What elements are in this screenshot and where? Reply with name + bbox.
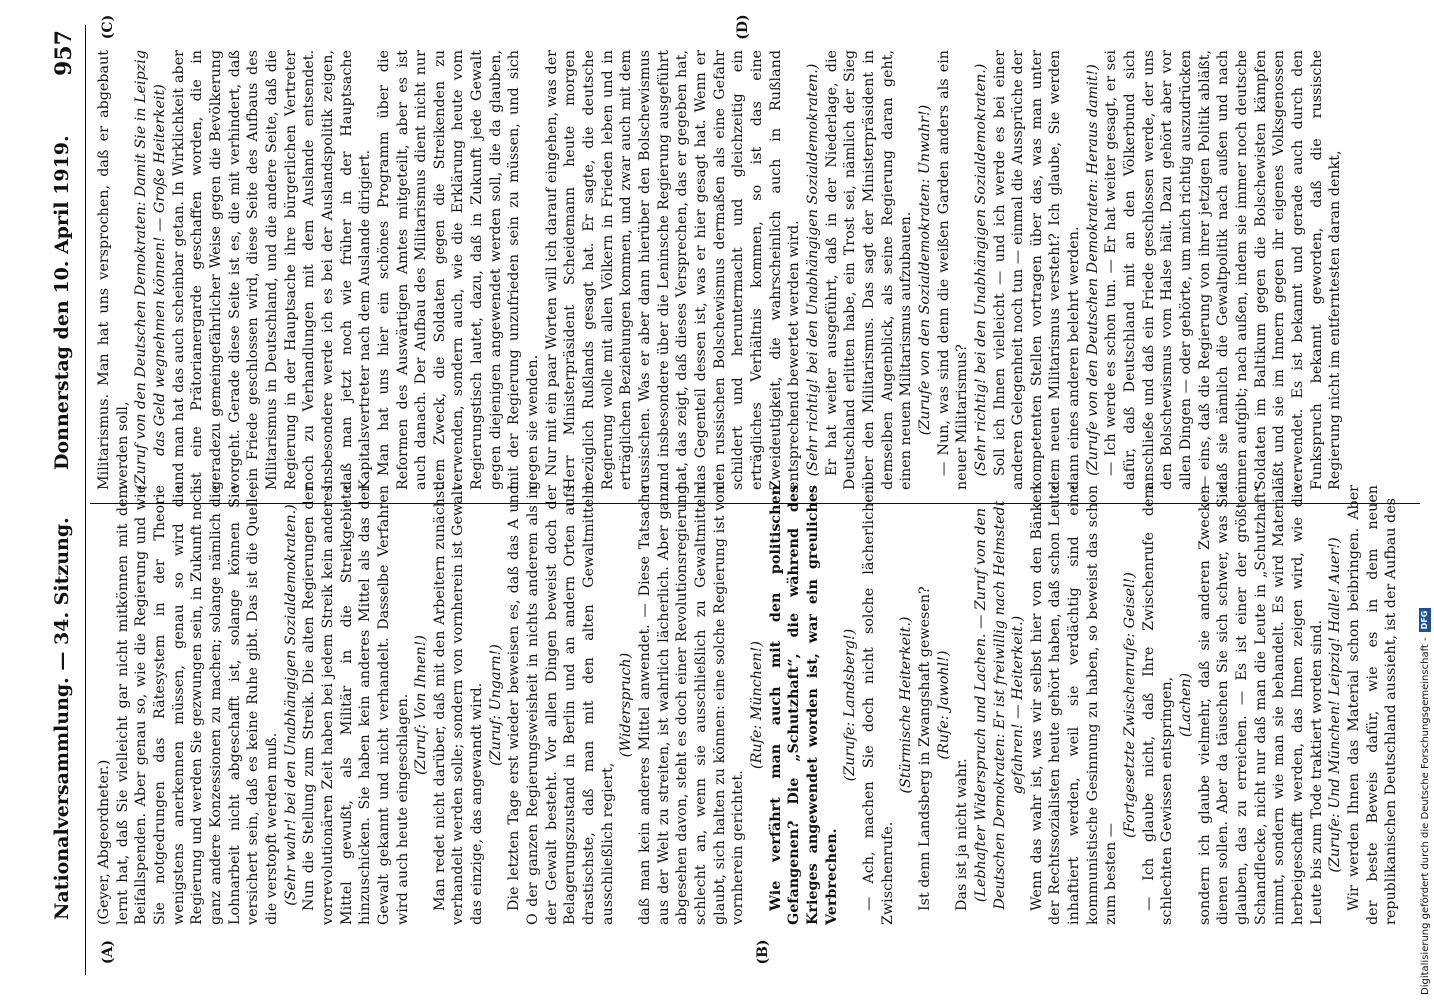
- interjection: (Zuruf: Ungarn!): [487, 644, 504, 766]
- paragraph: Wenn das wahr ist, was wir selbst hier von den Bänken der Rechtssozialisten heute gehört haben, daß schon Leute inhaftiert werden, weil sie verdächtig sind eine kommunistische Gesinnung zu haben, so beweist das schon zum besten —: [1028, 485, 1120, 925]
- paragraph: Er hat weiter ausgeführt, daß in der Niederlage, die Deutschland erlitten habe, ein Trost sei, nämlich der Sieg über den Militarismus. Das sagt der Ministerpräsident in demselben Augenblick, als seine Regierung daran geht, einen neuen Militarismus aufzubauen.: [823, 50, 915, 490]
- interjection: (Rufe: München!): [748, 641, 765, 769]
- interjection: (Sehr wahr! bei den Unabhängigen Sozialdemokraten.): [282, 504, 299, 906]
- paragraph: — Ich werde es schon tun. — Er hat weiter gesagt, er sei dafür, daß Deutschland mit an den Völkerbund sich anschließe und daß ein Friede geschlossen werde, der uns den Bolschewismus vom Halse hält. Dazu gehört aber vor allen Dingen — oder gehörte, um mich richtig auszudrücken — eins, daß die Regierung von ihrer jetzigen Politik abläßt, daß sie nämlich die Gewaltpolitik nach außen und nach innen aufgibt; nach außen, indem sie immer noch deutsche Soldaten im Baltikum gegen die Bolschewisten kämpfen läßt und sie im Innern gegen ihr eigenes Volksgenossen verwendet. Es ist bekannt und gerade auch durch den Funkspruch bekannt geworden, daß die russische Regierung nicht im entferntesten daran denkt,: [1103, 50, 1344, 490]
- header-right-title: Donnerstag den 10. April 1919.: [51, 135, 73, 470]
- paragraph: Wir werden Ihnen das Material schon beibringen. Aber der beste Beweis dafür, wie es in dem neuen republikanischen Deutschland aussieht, ist der Aufbau des: [1345, 485, 1400, 925]
- left-column: [95, 485, 1425, 925]
- paragraph: Wie verfährt man auch mit den politischen Gefangenen? Die „Schutzhaft“, die während des Krieges angewendet worden ist, war ein greuliches Verbrechen.: [767, 485, 840, 925]
- margin-marker-c: (C): [100, 14, 116, 40]
- paragraph: Militarismus. Man hat uns versprochen, daß er abgebaut werden soll,: [96, 50, 131, 490]
- page-header: [45, 25, 86, 975]
- interjection: (Fortgesetzte Zwischenrufe: Geisel!): [1122, 572, 1139, 838]
- header-left-title: Nationalversammlung. — 34. Sitzung.: [51, 517, 73, 920]
- interjection: (Zurufe von den Deutschen Demokraten: Heraus damit!): [1084, 64, 1101, 476]
- paragraph: daß man kein anderes Mittel anwendet. — Diese Tatsache aus der Welt zu streiten, ist wahrlich lächerlich. Aber ganz abgesehen davon, steht es doch einer Revolutionsregierung schlecht an, wenn sie ausschließlich zu Gewaltmitteln glaubt, sich halten zu können: eine solche Regierung ist von vornherein gerichtet.: [637, 485, 747, 925]
- column-divider: [90, 503, 1420, 504]
- paragraph: Soll ich Ihnen vielleicht — und ich werde es bei einer anderen Gelegenheit noch tun — einmal die Aussprüche der kompetenten Stellen vortragen über das, was man unter dem neuen Militarismus versteht? Ich glaube, Sie werden dann eines anderen belehrt werden.: [991, 50, 1083, 490]
- interjection: (Zuruf von den Deutschen Demokraten: Damit Sie in Leipzig das Geld wegnehmen können! — Große Heiterkeit): [133, 50, 168, 490]
- speaker-label: (Geyer, Abgeordneter.): [96, 759, 112, 925]
- page-number: 957: [51, 30, 77, 76]
- paragraph: Nun die Stellung zum Streik. Die alten Regierungen der vorrevolutionären Zeit haben bei jedem Streik kein anderes Mittel gewußt, als Militär in die Streikgebiete hinzuschicken. Sie haben kein anderes Mittel als das der Gewalt gekannt und nicht verhandelt. Dasselbe Verfahren wird auch heute eingeschlagen.: [301, 485, 411, 925]
- paragraph: lernt hat, daß Sie vielleicht gar nicht mitkönnen mit dem Beifallspenden. Aber genau so, wie die Regierung und wie Sie notgedrungen das Rätesystem in der Theorie wenigstens anerkennen müssen, genau so wird die Regierung und werden Sie gezwungen sein, in Zukunft noch ganz andere Konzessionen zu machen; solange nämlich die Lohnarbeit nicht abgeschafft ist, solange können Sie versichert sein, daß es keine Ruhe gibt. Das ist die Quelle, die verstopft werden muß.: [114, 485, 280, 925]
- credit-text: Digitalisierung gefördert durch die Deutsche Forschungsgemeinschaft -: [1419, 637, 1431, 995]
- interjection: (Zurufe von den Sozialdemokraten: Unwahr!): [916, 104, 933, 436]
- dfg-logo: DFG: [1419, 608, 1431, 633]
- paragraph: Das ist ja nicht wahr.: [954, 758, 971, 911]
- digitization-credit: [1418, 5, 1432, 995]
- margin-marker-d: (D): [735, 14, 751, 40]
- interjection: (Sehr richtig! bei den Unabhängigen Sozialdemokraten.): [804, 63, 821, 477]
- margin-marker-a: (A): [100, 939, 116, 965]
- paragraph: und man hat das auch scheinbar getan. In Wirklichkeit aber ist eine Prätorianergarde geschaffen worden, die in geradezu gemeingefährlicher Weise gegen die Bevölkerung vorgeht. Gerade diese Seite ist es, die mit verhindert, daß ein Friede geschlossen wird, diese Seite des Aufbaus des Militarismus in Deutschland, und die andere Seite, daß die Regierung in der Hauptsache ihre bürgerlichen Vertreter noch zu Verhandlungen mit dem Auslande entsendet. Insbesondere werde ich es bei der Auslandspolitik zeigen, daß man jetzt noch wie früher in der Hauptsache Kapitalsvertreter nach dem Auslande dirigiert.: [170, 50, 374, 490]
- paragraph: — Ach, machen Sie doch nicht solche lächerlichen Zwischenrufe.: [860, 485, 896, 925]
- interjection: (Zurufe: Landsberg!): [842, 628, 859, 782]
- interjection: (Lebhafter Widerspruch und Lachen. — Zuruf von den Deutschen Demokraten: Er ist freiwillig nach Helmstedt gefahren! — Heiterkeit.): [972, 500, 1027, 910]
- right-column: [95, 50, 1425, 490]
- paragraph: — Nun, was sind denn die weißen Garden anders als ein neuer Militarismus?: [935, 50, 971, 490]
- interjection: (Widerspruch): [618, 652, 635, 758]
- paragraph: Ist denn Landsberg in Zwangshaft gewesen?: [916, 586, 933, 911]
- interjection: (Stürmische Heiterkeit.): [898, 616, 915, 794]
- interjection: (Sehr richtig! bei den Unabhängigen Sozialdemokraten.): [972, 63, 989, 477]
- interjection: (Lachen): [1178, 672, 1195, 738]
- paragraph: Die letzten Tage erst wieder beweisen es, daß das A und O der ganzen Regierungsweisheit in nichts anderem als in der Gewalt besteht. Vor allen Dingen beweist doch der Belagerungszustand in Berlin und an andern Orten aufs drastischste, daß man mit den alten Gewaltmitteln ausschließlich regiert,: [506, 485, 616, 925]
- paragraph: Man hat uns hier ein schönes Programm über die Reformen des Auswärtigen Amtes mitgeteilt, aber es ist auch danach. Der Aufbau des Militarismus dient nicht nur dem Zweck, die Soldaten gegen die Streikenden zu verwenden, sondern auch, wie die Erklärung heute vom Regierungstisch lautet, dazu, daß in Zukunft jede Gewalt gegen diejenigen angewendet werden soll, die da glauben, mit der Regierung unzufrieden sein zu müssen, und sich gegen sie wenden.: [375, 50, 542, 490]
- interjection: (Rufe: Jawohl!): [935, 650, 952, 760]
- paragraph: Nur mit ein paar Worten will ich darauf eingehen, was der Herr Ministerpräsident Scheidemann heute morgen bezüglich Rußlands gesagt hat. Er sagte, die deutsche Regierung wolle mit allen Völkern in Frieden leben und in erträglichen Beziehungen kommen, und zwar auch mit dem russischen. Was er aber dann hierüber den Bolschewismus und insbesondere über die Leninsche Regierung ausgeführt hat, das zeigt, daß dieses Versprechen, das er gegeben hat, das Gegenteil dessen ist, was er hier gesagt hat. Wenn er den russischen Bolschewismus dermaßen als eine Gefahr schildert und heruntermacht und gleichzeitig ein erträgliches Verhältnis kommen, so ist das eine Zweideutigkeit, die wahrscheinlich auch in Rußland entsprechend bewertet werden wird.: [543, 50, 803, 490]
- paragraph: sondern ich glaube vielmehr, daß sie anderen Zwecken dienen sollen. Aber da täuschen Sie sich schwer, was Sie glauben, das zu erreichen. — Es ist einer der größten Schandflecke, nicht nur daß man die Leute in „Schutzhaft“ nimmt, sondern wie man sie behandelt. Es wird Material herbeigeschafft werden, das Ihnen zeigen wird, wie die Leute bis zum Tode traktiert worden sind.: [1196, 485, 1325, 925]
- margin-marker-b: (B): [755, 939, 771, 965]
- interjection: (Zuruf: Von Ihnen!): [413, 635, 430, 775]
- paragraph: — Ich glaube nicht, daß Ihre Zwischenrufe dem schlechten Gewissen entspringen,: [1140, 485, 1176, 925]
- interjection: (Zurufe: Und München! Leipzig! Halle! Auer!): [1327, 537, 1344, 873]
- paragraph: Man redet nicht darüber, daß mit den Arbeitern zunächst verhandelt werden solle; sondern von vornherein ist Gewalt das einzige, das angewandt wird.: [431, 485, 486, 925]
